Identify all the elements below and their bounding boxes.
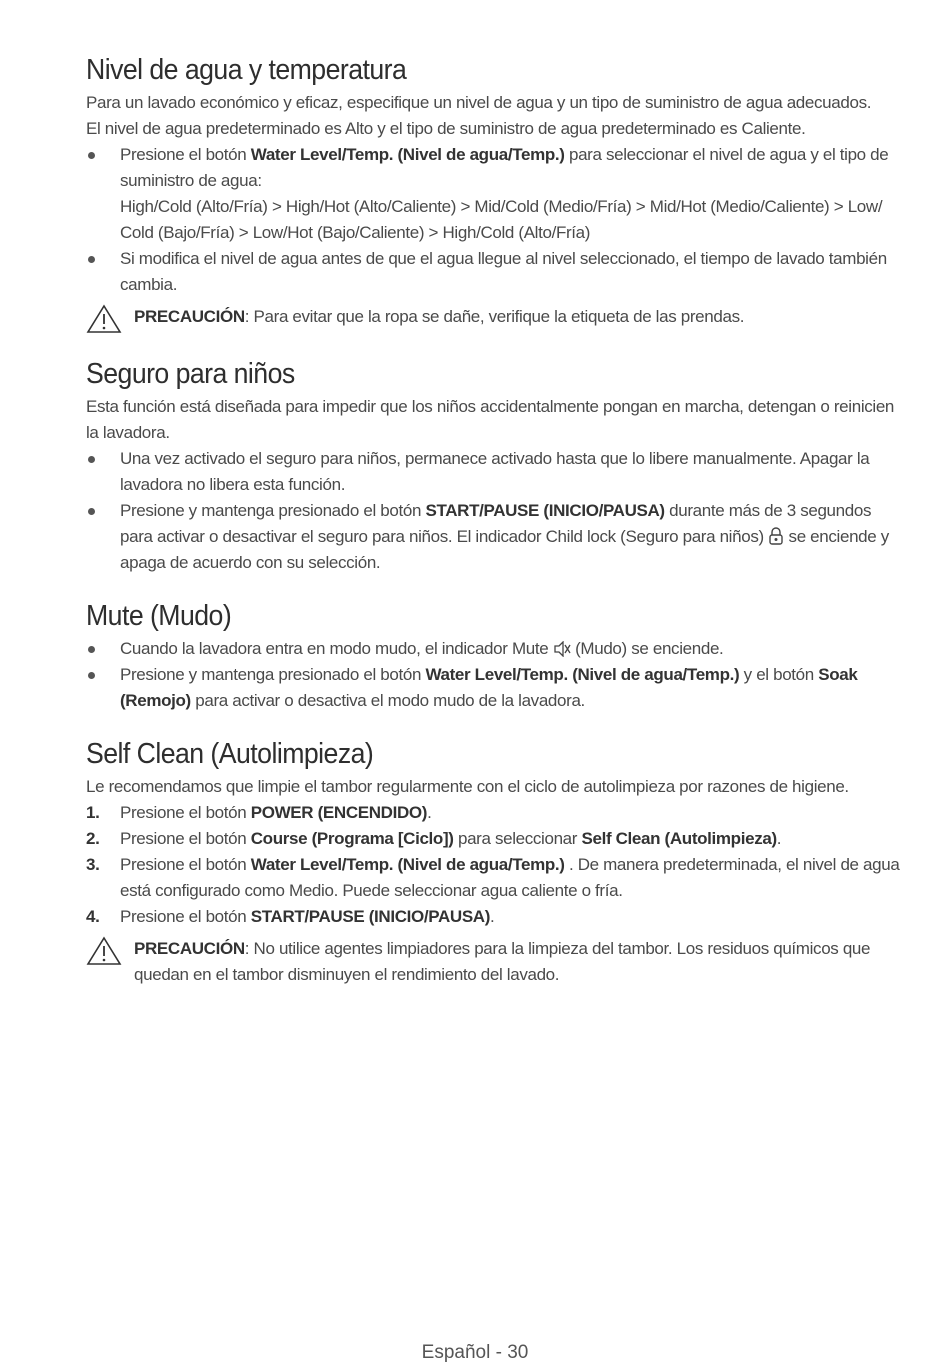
child-lock-bullets bbox=[86, 446, 906, 576]
mute-bullets bbox=[86, 636, 906, 714]
bullet-icon bbox=[88, 672, 95, 679]
bullet-icon bbox=[88, 646, 95, 653]
section-title-water-level: Nivel de agua y temperatura bbox=[86, 54, 407, 86]
section-title-mute: Mute (Mudo) bbox=[86, 600, 232, 632]
self-clean-section bbox=[86, 734, 906, 988]
list-item: Cuando la lavadora entra en modo mudo, el indicador Mute (Mudo) se enciende. bbox=[86, 636, 906, 662]
page-footer: Español - 30 bbox=[421, 1342, 529, 1363]
section-title-self-clean: Self Clean (Autolimpieza) bbox=[86, 738, 374, 770]
bullet-icon bbox=[88, 508, 95, 515]
step-item: 2. Presione el botón Course (Programa [Ciclo]) para seleccionar Self Clean (Autolimpieza). bbox=[86, 829, 782, 848]
caution-note: PRECAUCIÓN: Para evitar que la ropa se dañe, verifique la etiqueta de las prendas. bbox=[86, 304, 906, 330]
list-item: Si modifica el nivel de agua antes de que el agua llegue al nivel seleccionado, el tiempo de lavado también cambia. bbox=[86, 246, 906, 298]
child-lock-icon bbox=[768, 527, 784, 545]
bullet-icon bbox=[88, 256, 95, 263]
section-title-child-lock: Seguro para niños bbox=[86, 358, 295, 390]
page-content bbox=[86, 50, 906, 988]
warning-triangle-icon bbox=[86, 304, 122, 334]
step-item: 4. Presione el botón START/PAUSE (INICIO/PAUSA). bbox=[86, 907, 495, 926]
list-item: Presione y mantenga presionado el botón Water Level/Temp. (Nivel de agua/Temp.) y el botón Soak (Remojo) para activar o desactiva el modo mudo de la lavadora. bbox=[86, 662, 906, 714]
list-item: Presione el botón Water Level/Temp. (Nivel de agua/Temp.) para seleccionar el nivel de agua y el tipo de suministro de agua: High/Cold (Alto/Fría) > High/Hot (Alto/Caliente) > Mid/Cold (Medio/Fría) > Mid/Hot (Medio/Caliente) > Low/ Cold (Bajo/Fría) > Low/Hot (Bajo/Caliente) > High/Cold (Alto/Fría) bbox=[86, 142, 906, 246]
mute-speaker-icon bbox=[553, 641, 571, 657]
list-item: Presione y mantenga presionado el botón START/PAUSE (INICIO/PAUSA) durante más de 3 segundos para activar o desactivar el seguro para niños. El indicador Child lock (Seguro para niños) se enciende y apaga de acuerdo con su selección. bbox=[86, 498, 906, 576]
self-clean-steps bbox=[86, 800, 906, 930]
water-intro-2: El nivel de agua predeterminado es Alto y el tipo de suministro de agua predeterminado es Caliente. bbox=[86, 119, 806, 138]
child-lock-section bbox=[86, 354, 906, 576]
self-clean-intro: Le recomendamos que limpie el tambor regularmente con el ciclo de autolimpieza por razones de higiene. bbox=[86, 777, 849, 796]
warning-triangle-icon bbox=[86, 936, 122, 966]
child-lock-intro: Esta función está diseñada para impedir que los niños accidentalmente pongan en marcha, detengan o reinicien la lavadora. bbox=[86, 397, 895, 442]
caution-label: PRECAUCIÓN bbox=[134, 939, 245, 958]
water-level-section bbox=[86, 50, 906, 330]
step-item: 3. Presione el botón Water Level/Temp. (Nivel de agua/Temp.) . De manera predeterminada, el nivel de agua está configurado como Medio. Puede seleccionar agua caliente o fría. bbox=[86, 855, 900, 900]
bullet-icon bbox=[88, 456, 95, 463]
mute-section bbox=[86, 596, 906, 714]
caution-note: PRECAUCIÓN: No utilice agentes limpiadores para la limpieza del tambor. Los residuos químicos que quedan en el tambor disminuyen el rendimiento del lavado. bbox=[86, 936, 906, 988]
water-sequence: High/Cold (Alto/Fría) > High/Hot (Alto/Caliente) > Mid/Cold (Medio/Fría) > Mid/Hot (Medio/Caliente) > Low/ Cold (Bajo/Fría) > Low/Hot (Bajo/Caliente) > High/Cold (Alto/Fría) bbox=[120, 197, 883, 242]
step-item: 1. Presione el botón POWER (ENCENDIDO). bbox=[86, 803, 432, 822]
water-bullets bbox=[86, 142, 906, 298]
bullet-icon bbox=[88, 152, 95, 159]
caution-label: PRECAUCIÓN bbox=[134, 307, 245, 326]
list-item: Una vez activado el seguro para niños, permanece activado hasta que lo libere manualmente. Apagar la lavadora no libera esta función. bbox=[86, 446, 906, 498]
water-intro-1: Para un lavado económico y eficaz, especifique un nivel de agua y un tipo de suministro de agua adecuados. bbox=[86, 93, 872, 112]
